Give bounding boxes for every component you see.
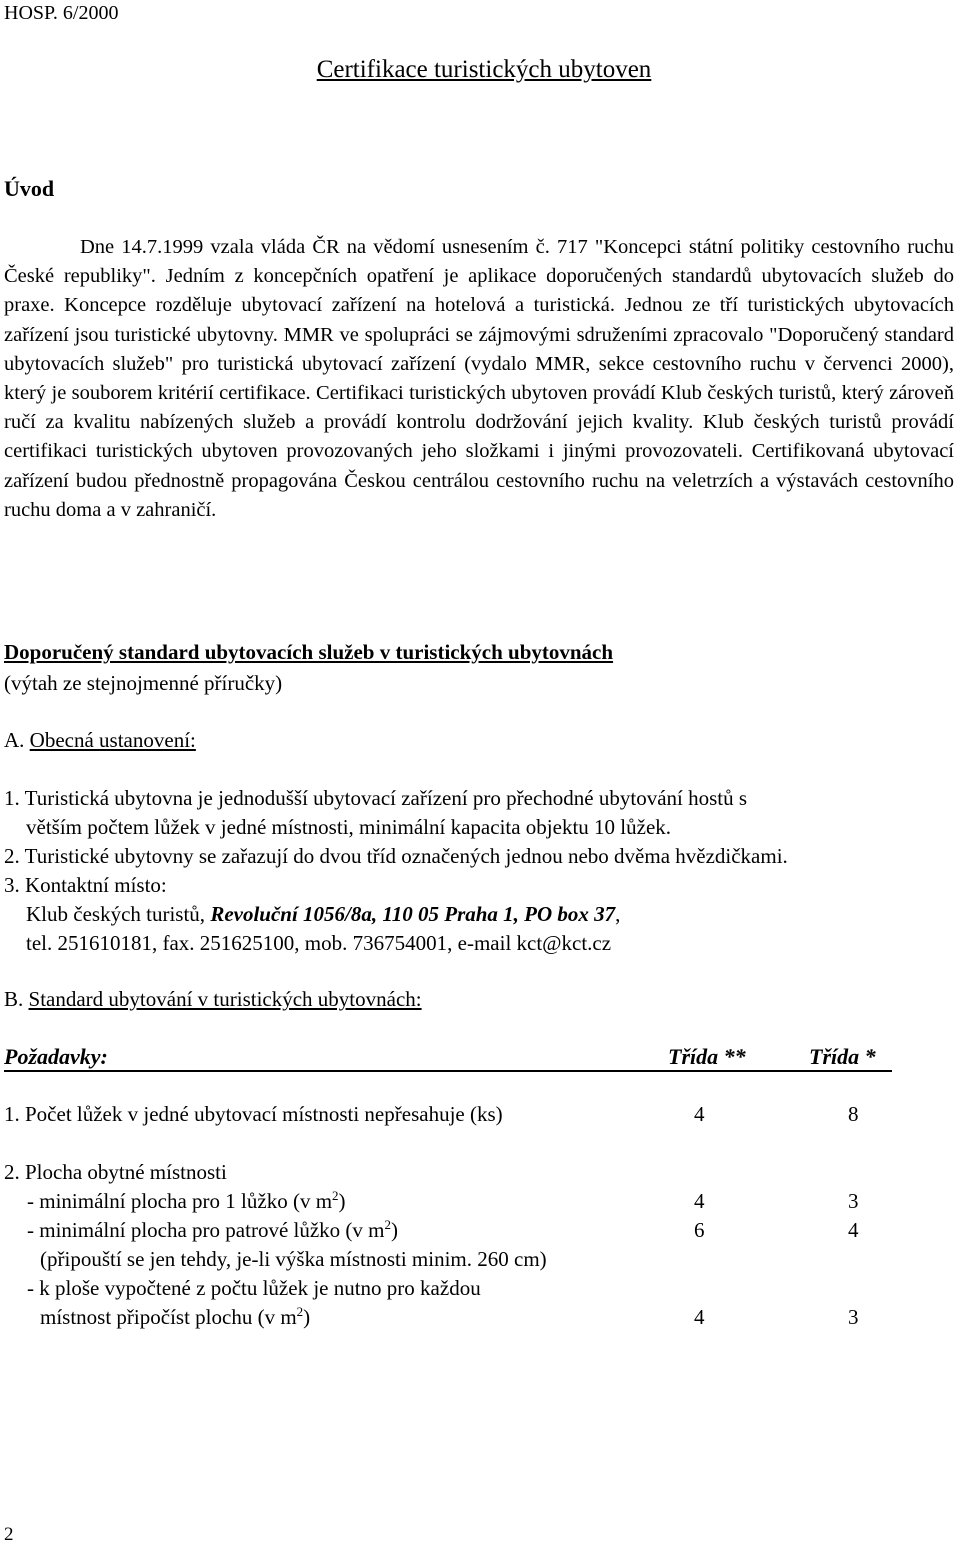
requirement-label-text: - minimální plocha pro patrové lůžko (v m [27,1218,385,1242]
requirement-value-class-2: 4 [694,1102,705,1126]
requirement-row [0,1102,960,1131]
requirement-row [0,1247,960,1276]
requirements-header-class-1: Třída * [809,1044,876,1069]
document-code: HOSP. 6/2000 [4,2,119,24]
contact-line [4,900,620,929]
requirement-label: 1. Počet lůžek v jedné ubytovací místnosti nepřesahuje (ks) [4,1102,503,1126]
document-title: Certifikace turistických ubytoven [316,56,652,83]
part-a-heading [4,728,196,753]
requirements-header-label: Požadavky: [4,1044,108,1069]
part-a-title: Obecná ustanovení: [29,728,196,752]
requirement-label-text: - minimální plocha pro 1 lůžko (v m [27,1189,333,1213]
requirement-row [0,1189,960,1218]
requirement-label [40,1305,310,1330]
requirement-value-class-2: 4 [694,1189,705,1213]
requirements-header-rule [4,1070,892,1072]
part-a-letter: A. [4,728,25,752]
requirement-row [0,1276,960,1305]
requirement-label [27,1218,398,1243]
intro-paragraph-block [4,233,954,525]
contact-comma: , [615,902,621,926]
requirement-label [27,1189,346,1214]
requirement-note: (připouští se jen tehdy, je-li výška místnosti minim. 260 cm) [40,1247,547,1271]
contact-phones: tel. 251610181, fax. 251625100, mob. 736754001, e-mail kct@kct.cz [26,931,612,955]
requirement-row [0,1305,960,1334]
page-number: 2 [4,1524,14,1545]
requirement-value-class-1: 4 [848,1218,859,1242]
part-a-item-1-line-1: 1. Turistická ubytovna je jednodušší ubytovací zařízení pro přechodné ubytování hostů s [4,786,748,810]
superscript: 2 [296,1304,304,1319]
superscript: 2 [384,1217,391,1232]
superscript: 2 [332,1188,339,1203]
part-b-heading [4,987,422,1012]
intro-paragraph: Dne 14.7.1999 vzala vláda ČR na vědomí usnesením č. 717 "Koncepci státní politiky cestovního ruchu České republiky". Jedním z koncepčních opatření je aplikace doporučených standardů ubytovacích služeb do praxe. Koncepce rozděluje ubytovací zařízení na hotelová a turistická. Jednou ze tří turistických ubytovacích zařízení jsou turistické ubytovny. MMR ve spolupráci se zájmovými sdruženími zpracovalo "Doporučený standard ubytovacích služeb" pro turistická ubytovací zařízení (vydalo MMR, sekce cestovního ruchu v červenci 2000), který je souborem kritérií certifikace. Certifikaci turistických ubytoven provádí Klub českých turistů, který zároveň ručí za kvalitu nabízených služeb a provádí kontrolu dodržování jejich kvality. Klub českých turistů provádí certifikaci turistických ubytoven provozovaných jeho složkami i jinými provozovateli. Certifikovaná ubytovací zařízení budou přednostně propagována Českou centrálou cestovního ruchu na veletrzích a výstavách cestovního ruchu doma a v zahraničí. [4,236,954,521]
contact-org: Klub českých turistů, [26,902,211,926]
requirement-row [0,1218,960,1247]
part-a-item-2: 2. Turistické ubytovny se zařazují do dvou tříd označených jednou nebo dvěma hvězdičkami. [4,844,788,868]
part-b-title: Standard ubytování v turistických ubytovnách: [28,987,422,1011]
requirement-value-class-2: 6 [694,1218,705,1242]
requirement-row [0,1160,960,1189]
part-a-item-1-line-2: větším počtem lůžek v jedné místnosti, minimální kapacita objektu 10 lůžek. [26,815,672,839]
part-b-letter: B. [4,987,24,1011]
standard-title: Doporučený standard ubytovacích služeb v turistických ubytovnách [4,640,614,664]
requirement-label-text: místnost připočíst plochu (v m [40,1305,297,1329]
requirement-label: - k ploše vypočtené z počtu lůžek je nutno pro každou [27,1276,481,1300]
requirement-label-close: ) [391,1218,398,1242]
intro-heading: Úvod [4,176,55,201]
requirement-value-class-1: 3 [848,1189,859,1213]
requirement-value-class-2: 4 [694,1305,705,1329]
contact-address: Revoluční 1056/8a, 110 05 Praha 1, PO box 37 [210,902,616,926]
requirement-value-class-1: 8 [848,1102,859,1126]
requirements-header-class-2: Třída ** [668,1044,746,1069]
requirement-value-class-1: 3 [848,1305,859,1329]
standard-subtitle: (výtah ze stejnojmenné příručky) [4,671,283,695]
requirement-label-close: ) [338,1189,346,1213]
requirement-label: 2. Plocha obytné místnosti [4,1160,227,1184]
requirement-label-close: ) [303,1305,311,1329]
part-a-item-3: 3. Kontaktní místo: [4,873,167,897]
